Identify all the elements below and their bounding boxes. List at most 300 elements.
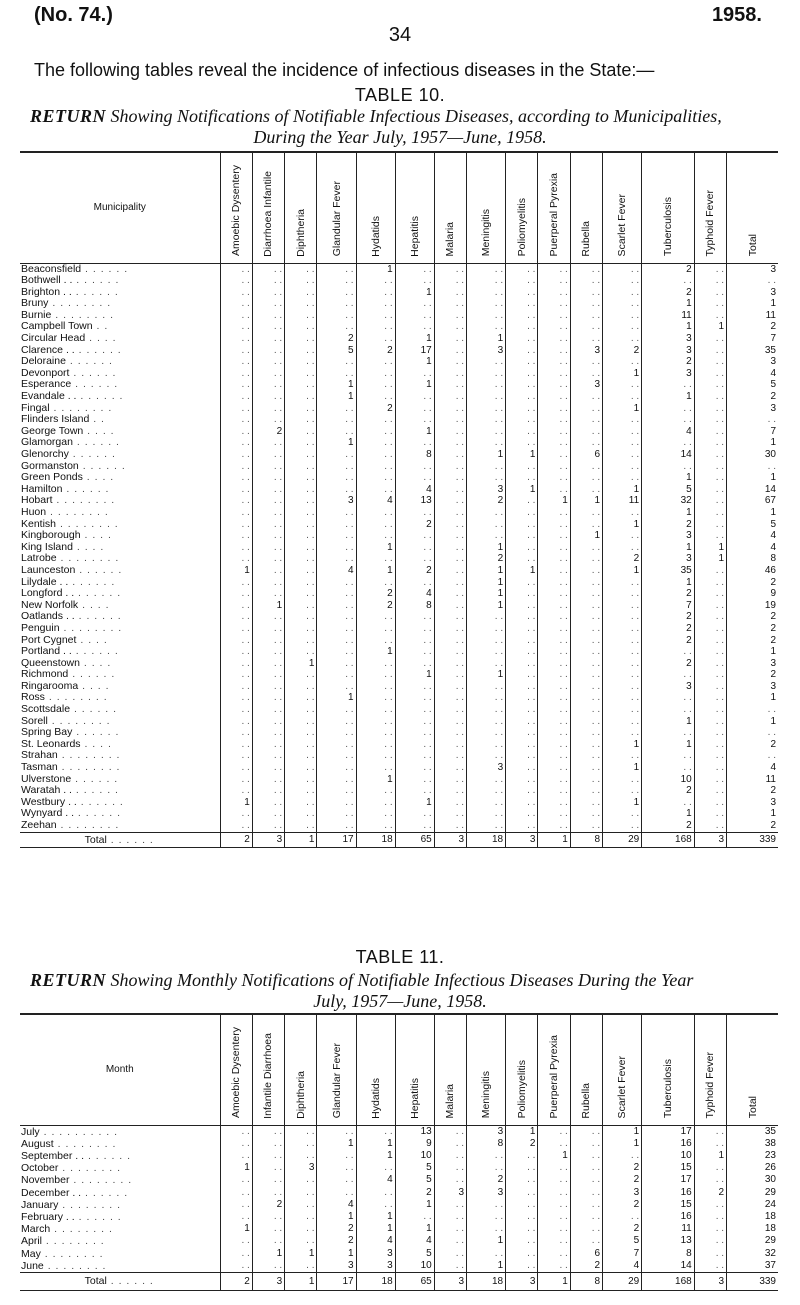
cell-value: . . [694,635,726,647]
cell-value: . . [252,507,284,519]
cell-value: 1 [603,565,642,577]
cell-value: . . [434,727,466,739]
leader-dots: . . . . . . [71,772,119,785]
column-header [603,1014,642,1125]
cell-value: 3 [467,345,506,357]
cell-value: 1 [642,577,695,589]
cell-value: . . [317,611,356,623]
cell-value: 3 [570,379,602,391]
row-label-text: Glamorgan [21,436,73,449]
cell-value: . . [434,437,466,449]
row-label-text: Clarence . . [21,343,75,356]
cell-value: . . [317,577,356,589]
cell-value: . . [694,646,726,658]
table-row [20,600,778,612]
document-number: (No. 74.) [34,4,113,26]
cell-value: . . [467,263,506,275]
cell-value: . . [356,577,395,589]
cell-value: . . [220,785,252,797]
cell-value: . . [285,797,317,809]
leader-dots: . . . . . . . . [50,1223,113,1236]
cell-value: . . [694,1235,726,1247]
row-label-text: Bruny [21,297,49,310]
row-label [20,1150,220,1162]
cell-value: . . [538,345,570,357]
cell-value: . . [317,507,356,519]
table11-title: TABLE 11. [355,947,445,967]
cell-value: . . [694,588,726,600]
cell-value: 18 [727,1223,778,1235]
table11-body [20,1125,778,1290]
cell-value: 1 [642,472,695,484]
leader-dots: . . . . . . [74,610,122,623]
cell-value: . . [252,623,284,635]
cell-value: . . [727,704,778,716]
cell-value: . . [538,611,570,623]
cell-value: . . [570,646,602,658]
cell-value: . . [395,472,434,484]
row-label [20,1187,220,1199]
cell-value: . . [220,437,252,449]
cell-value: 3 [570,345,602,357]
cell-value: 1 [642,321,695,333]
cell-value: . . [603,321,642,333]
table-row [20,739,778,751]
cell-value: . . [506,635,538,647]
table-row [20,345,778,357]
cell-value: . . [395,403,434,415]
cell-value: . . [538,681,570,693]
leader-dots: . . . . . . [71,285,119,298]
cell-value: . . [252,669,284,681]
cell-value: . . [252,414,284,426]
cell-value: . . [506,774,538,786]
cell-value: . . [694,669,726,681]
cell-value: . . [252,472,284,484]
cell-value: . . [506,403,538,415]
cell-value: . . [694,530,726,542]
cell-value: . . [642,437,695,449]
cell-value: 2 [603,1174,642,1186]
cell-value: . . [395,611,434,623]
row-label [20,1235,220,1247]
cell-value: 1 [467,600,506,612]
cell-value: . . [506,519,538,531]
column-header [506,152,538,263]
cell-value: 3 [317,495,356,507]
cell-value: 16 [642,1187,695,1199]
column-header-label: Malaria [444,1084,457,1119]
cell-value: 3 [434,832,466,847]
table10-first-column-header: Municipality [20,152,220,263]
table-row [20,808,778,820]
leader-dots: . . . . . . [84,1149,132,1162]
cell-value: 1 [467,577,506,589]
page-number: 34 [388,24,412,46]
cell-value: . . [252,379,284,391]
cell-value: 18 [727,1211,778,1223]
column-header [252,152,284,263]
cell-value: . . [317,600,356,612]
cell-value: . . [252,611,284,623]
cell-value: . . [570,1150,602,1162]
row-label-text: Tasman [21,761,58,774]
cell-value: 3 [642,553,695,565]
cell-value: . . [467,692,506,704]
cell-value: . . [434,623,466,635]
cell-value: . . [694,414,726,426]
cell-value: 1 [317,1211,356,1223]
cell-value: 1 [467,449,506,461]
row-label-text: Zeehan [21,819,57,831]
column-header [570,1014,602,1125]
cell-value: 8 [642,1248,695,1260]
cell-value: 1 [603,403,642,415]
cell-value: . . [356,820,395,832]
cell-value: . . [506,716,538,728]
leader-dots: . . . . [83,424,115,437]
row-label-text: Kingborough [21,529,81,542]
cell-value: . . [434,263,466,275]
cell-value: . . [285,774,317,786]
cell-value: 7 [642,600,695,612]
cell-value: . . [252,530,284,542]
leader-dots: . . . . [80,529,112,542]
cell-value: . . [317,310,356,322]
leader-dots: . . . . . . [71,378,119,391]
cell-value: 2 [467,1174,506,1186]
cell-value: . . [570,1223,602,1235]
cell-value: . . [285,1260,317,1273]
row-label [20,820,220,832]
cell-value: . . [356,623,395,635]
cell-value: . . [538,263,570,275]
cell-value: . . [538,553,570,565]
cell-value: . . [570,1211,602,1223]
cell-value: 1 [603,797,642,809]
table-row [20,623,778,635]
column-header [642,152,695,263]
cell-value: 18 [467,1272,506,1290]
row-label-text: Total [84,833,107,846]
cell-value: . . [220,519,252,531]
cell-value: . . [570,785,602,797]
cell-value: . . [642,797,695,809]
cell-value: . . [317,681,356,693]
cell-value: 4 [727,530,778,542]
cell-value: . . [694,797,726,809]
cell-value: . . [506,1150,538,1162]
cell-value: 1 [356,1211,395,1223]
cell-value: . . [356,1125,395,1138]
leader-dots: . . . . . . [76,795,124,808]
row-label-text: Esperance [21,378,72,391]
row-label-text: Glenorchy [21,448,69,460]
cell-value: . . [694,1162,726,1174]
cell-value: . . [467,426,506,438]
cell-value: . . [642,414,695,426]
table-row [20,1248,778,1260]
cell-value: 1 [603,1138,642,1150]
cell-value: . . [727,461,778,473]
cell-value: 2 [642,356,695,368]
table-row [20,472,778,484]
cell-value: . . [506,820,538,832]
cell-value: . . [220,542,252,554]
cell-value: . . [506,658,538,670]
cell-value: . . [356,530,395,542]
cell-value: . . [694,681,726,693]
leader-dots: . . . . [80,737,112,750]
cell-value: . . [538,1211,570,1223]
cell-value: . . [570,507,602,519]
cell-value: . . [252,808,284,820]
cell-value: 1 [317,437,356,449]
cell-value: 11 [642,1223,695,1235]
cell-value: . . [570,692,602,704]
table10-caption-lead: RETURN [30,106,107,126]
cell-value: 1 [506,449,538,461]
cell-value: . . [434,495,466,507]
cell-value: . . [506,426,538,438]
cell-value: 3 [317,1260,356,1273]
column-header-label: Hepatitis [408,215,421,257]
leader-dots: . . . . . . . . [47,714,111,727]
cell-value: 24 [727,1199,778,1211]
row-label-text: Flinders Island [21,413,90,426]
cell-value: . . [434,1223,466,1235]
cell-value: . . [570,658,602,670]
cell-value: . . [603,635,642,647]
cell-value: . . [252,1150,284,1162]
leader-dots: . . . . . . . . [52,494,116,507]
cell-value: . . [727,275,778,287]
leader-dots: . . [89,413,105,426]
cell-value: . . [434,1248,466,1260]
cell-value: . . [317,750,356,762]
cell-value: 1 [356,646,395,658]
cell-value: . . [570,611,602,623]
cell-value: 1 [603,368,642,380]
cell-value: . . [538,1223,570,1235]
cell-value: . . [570,739,602,751]
cell-value: . . [694,739,726,751]
cell-value: . . [570,623,602,635]
cell-value: . . [220,577,252,589]
cell-value: 14 [642,449,695,461]
cell-value: . . [467,611,506,623]
column-header [694,1014,726,1125]
leader-dots: . . . . . . [62,482,110,495]
cell-value: 2 [642,658,695,670]
leader-dots: . . . . . . [72,436,120,449]
column-header-label: Rubella [580,1082,593,1119]
cell-value: . . [252,727,284,739]
cell-value: 1 [603,484,642,496]
cell-value: . . [467,820,506,832]
cell-value: . . [506,750,538,762]
leader-dots: . . . . . . [72,726,120,739]
cell-value: . . [285,1174,317,1186]
cell-value: . . [434,472,466,484]
cell-value: 35 [642,565,695,577]
cell-value: . . [356,333,395,345]
cell-value: . . [694,600,726,612]
cell-value: . . [285,1138,317,1150]
cell-value: . . [317,530,356,542]
cell-value: . . [220,461,252,473]
row-label-text: Ross [21,691,45,704]
cell-value: . . [395,692,434,704]
cell-value: . . [506,623,538,635]
leader-dots: . . . . . . . . [58,1162,122,1175]
cell-value: . . [285,577,317,589]
cell-value: . . [285,507,317,519]
cell-value: 65 [395,1272,434,1290]
cell-value: . . [252,1125,284,1138]
cell-value: . . [642,750,695,762]
cell-value: 14 [642,1260,695,1273]
cell-value: . . [356,658,395,670]
leader-dots: . . . . . . . . [44,691,108,704]
cell-value: . . [285,1223,317,1235]
cell-value: 1 [603,739,642,751]
cell-value: 3 [727,356,778,368]
cell-value: . . [285,333,317,345]
leader-dots: . . . . . . [68,448,116,460]
cell-value: . . [317,426,356,438]
cell-value: . . [434,1199,466,1211]
cell-value: . . [252,263,284,275]
cell-value: . . [538,287,570,299]
cell-value: 1 [395,1199,434,1211]
cell-value: . . [467,646,506,658]
cell-value: . . [506,542,538,554]
cell-value: 1 [506,1125,538,1138]
cell-value: 32 [727,1248,778,1260]
cell-value: 1 [538,495,570,507]
cell-value: 18 [467,832,506,847]
cell-value: . . [317,368,356,380]
cell-value: 4 [642,426,695,438]
cell-value: . . [356,1199,395,1211]
cell-value: . . [252,403,284,415]
row-label-text: Penguin [21,621,60,634]
cell-value: . . [434,426,466,438]
cell-value: . . [356,437,395,449]
column-header-label: Typhoid Fever [704,1051,717,1119]
row-label-text: King Island [21,540,73,553]
cell-value: 3 [727,263,778,275]
cell-value: . . [317,797,356,809]
cell-value: . . [603,391,642,403]
cell-value: . . [395,553,434,565]
cell-value: 7 [727,333,778,345]
cell-value: . . [434,553,466,565]
cell-value: . . [220,391,252,403]
cell-value: . . [252,820,284,832]
cell-value: 17 [317,832,356,847]
cell-value: . . [434,588,466,600]
cell-value: 3 [727,287,778,299]
row-label-text: Bothwell . . [21,274,73,287]
cell-value: . . [467,739,506,751]
cell-value: . . [317,1187,356,1199]
cell-value: . . [434,635,466,647]
cell-value: . . [603,263,642,275]
cell-value: . . [252,1211,284,1223]
row-label-text: Spring Bay [21,726,73,739]
cell-value: . . [538,750,570,762]
cell-value: . . [506,704,538,716]
cell-value: . . [467,391,506,403]
cell-value: 1 [570,495,602,507]
cell-value: . . [356,785,395,797]
cell-value: . . [603,623,642,635]
cell-value: . . [467,379,506,391]
cell-value: . . [285,635,317,647]
table-row [20,519,778,531]
leader-dots: . . . . [76,633,108,646]
row-label-text: August [21,1137,54,1150]
cell-value: 2 [727,391,778,403]
cell-value: . . [694,449,726,461]
cell-value: . . [694,426,726,438]
cell-value: 1 [538,1150,570,1162]
cell-value: . . [570,820,602,832]
cell-value: 1 [356,774,395,786]
cell-value: . . [395,658,434,670]
cell-value: . . [434,379,466,391]
cell-value: 2 [252,426,284,438]
cell-value: . . [506,368,538,380]
cell-value: . . [356,519,395,531]
table-row [20,1174,778,1186]
cell-value: . . [642,461,695,473]
cell-value: 46 [727,565,778,577]
cell-value: . . [220,507,252,519]
cell-value: . . [538,646,570,658]
table-row [20,263,778,275]
cell-value: 16 [642,1211,695,1223]
cell-value: . . [317,635,356,647]
leader-dots: . . . . . . [72,274,120,287]
column-header-label: Poliomyelitis [515,198,528,257]
cell-value: . . [252,1223,284,1235]
cell-value: . . [285,785,317,797]
cell-value: . . [356,275,395,287]
cell-value: . . [285,1235,317,1247]
cell-value: 13 [395,1125,434,1138]
cell-value: 1 [642,808,695,820]
cell-value: . . [434,519,466,531]
table10 [20,151,778,848]
cell-value: . . [434,669,466,681]
cell-value: . . [506,437,538,449]
cell-value: . . [285,692,317,704]
cell-value: . . [694,692,726,704]
cell-value: . . [220,611,252,623]
cell-value: 15 [642,1199,695,1211]
cell-value: 1 [467,565,506,577]
cell-value: . . [434,1235,466,1247]
cell-value: . . [694,658,726,670]
leader-dots: . . . . . . [71,784,119,797]
cell-value: . . [285,1211,317,1223]
table-row [20,774,778,786]
cell-value: . . [694,263,726,275]
cell-value: . . [434,762,466,774]
